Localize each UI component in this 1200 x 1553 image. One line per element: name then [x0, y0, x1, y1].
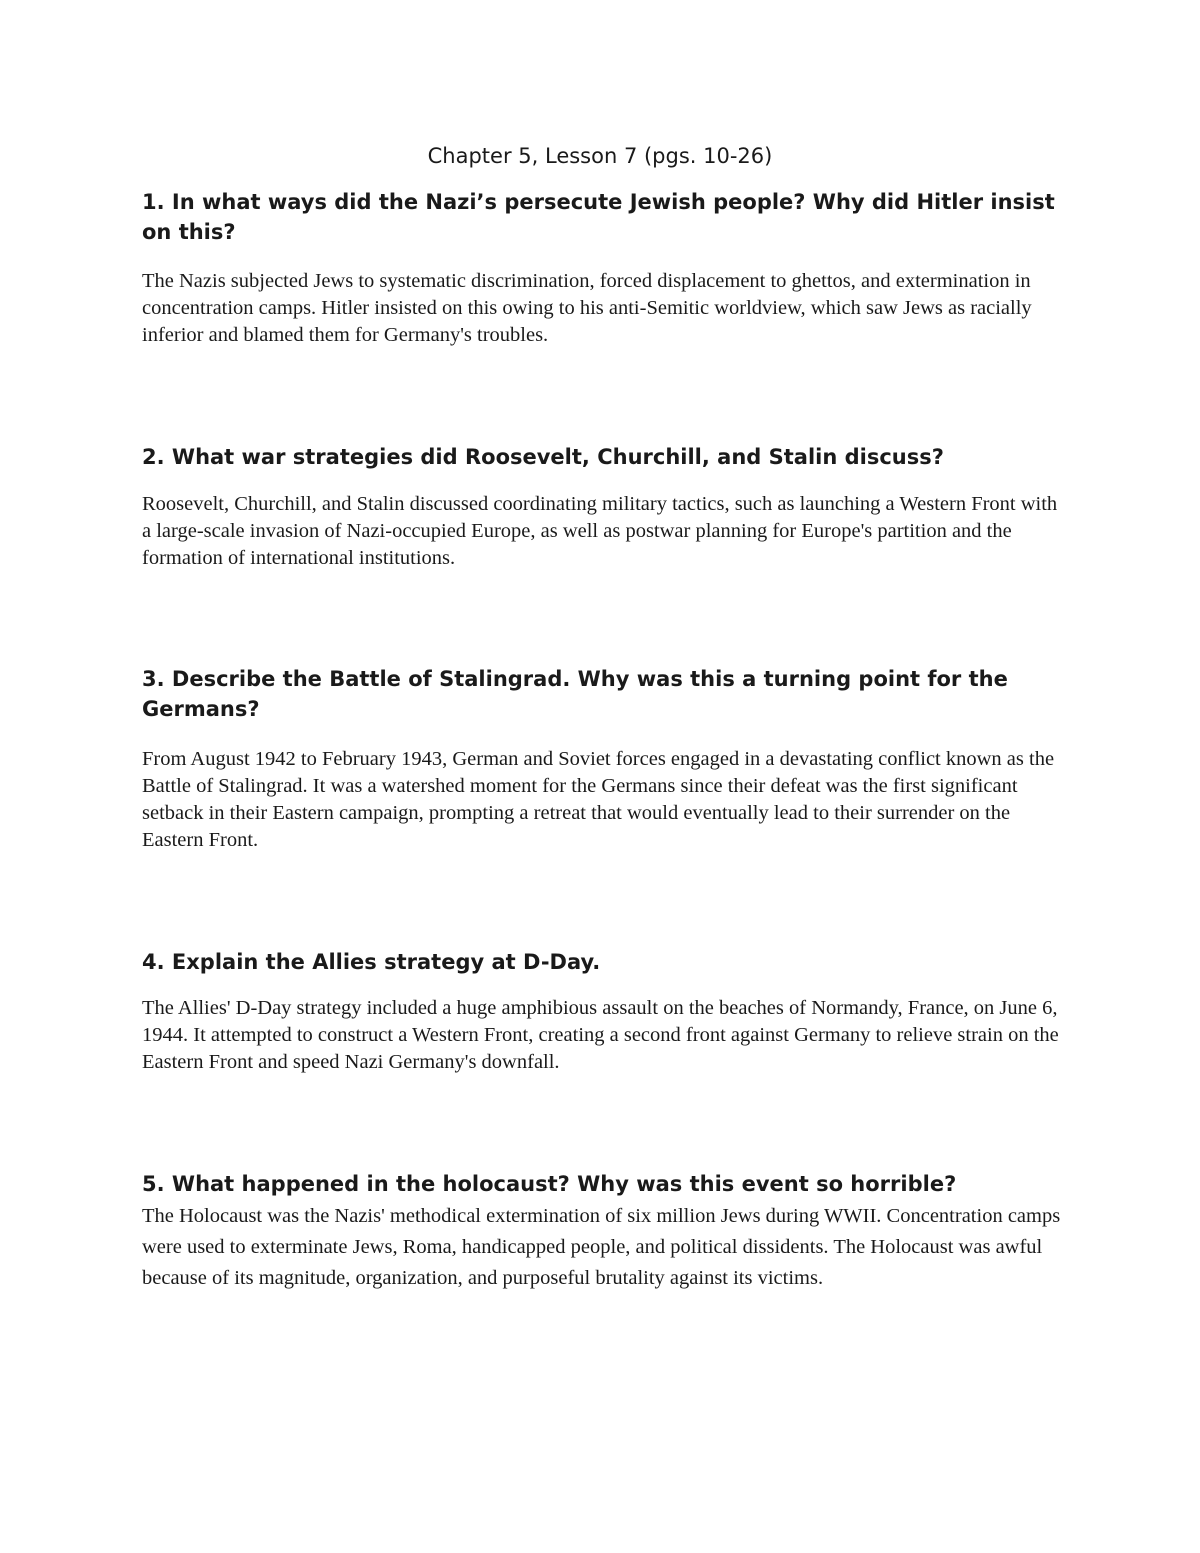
answer-5: The Holocaust was the Nazis' methodical extermination of six million Jews during WWII. Concentration camps were used to exterminate Jews, Roma, handicapped people, and political dissidents. The Holocaust was awful because of its magnitude, organization, and purposeful brutality against its victims. — [142, 1205, 1061, 1289]
question-2: 2. What war strategies did Roosevelt, Churchill, and Stalin discuss? — [142, 445, 944, 469]
document-title: Chapter 5, Lesson 7 (pgs. 10-26) — [427, 144, 773, 168]
answer-4: The Allies' D-Day strategy included a huge amphibious assault on the beaches of Normandy, France, on June 6, 1944. It attempted to construct a Western Front, creating a second front against Germany to relieve strain on the Eastern Front and speed Nazi Germany's downfall. — [142, 997, 1059, 1073]
question-1: 1. In what ways did the Nazi’s persecute Jewish people? Why did Hitler insist on this? — [142, 190, 1055, 244]
question-4: 4. Explain the Allies strategy at D-Day. — [142, 950, 601, 974]
answer-1: The Nazis subjected Jews to systematic discrimination, forced displacement to ghettos, and extermination in concentration camps. Hitler insisted on this owing to his anti-Semitic worldview, which saw Jews as racially inferior and blamed them for Germany's troubles. — [142, 270, 1032, 346]
answer-3: From August 1942 to February 1943, German and Soviet forces engaged in a devastating conflict known as the Battle of Stalingrad. It was a watershed moment for the Germans since their defeat was the first significant setback in their Eastern campaign, prompting a retreat that would eventually lead to their surrender on the Eastern Front. — [142, 748, 1055, 851]
question-5: 5. What happened in the holocaust? Why was this event so horrible? — [142, 1172, 957, 1196]
question-3: 3. Describe the Battle of Stalingrad. Why was this a turning point for the Germans? — [142, 667, 1008, 721]
answer-2: Roosevelt, Churchill, and Stalin discussed coordinating military tactics, such as launching a Western Front with a large-scale invasion of Nazi-occupied Europe, as well as postwar planning for Europe's partition and the formation of international institutions. — [142, 493, 1058, 569]
